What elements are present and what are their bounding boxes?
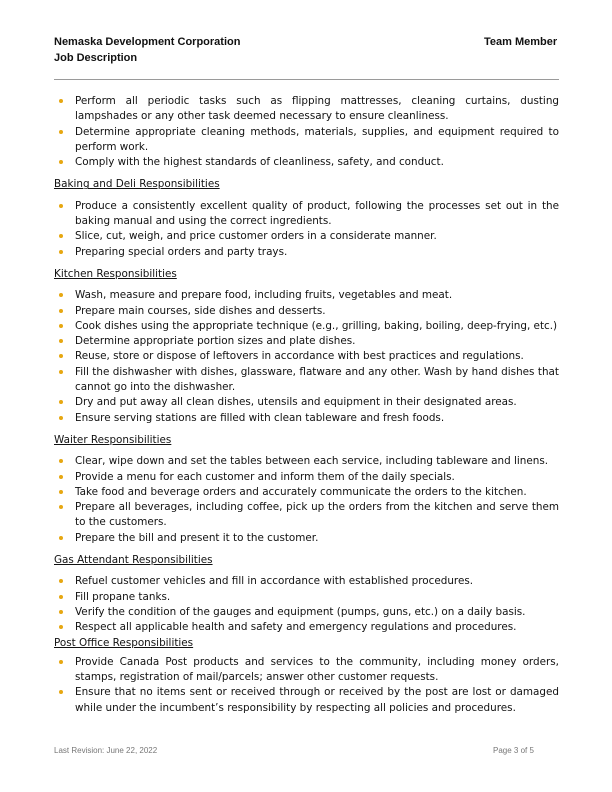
revision-date: Last Revision: June 22, 2022 [54,746,158,755]
list-item: Preparing special orders and party trays. [54,245,559,260]
baking-list [54,199,559,260]
section-heading-post-office: Post Office Responsibilities [54,636,194,649]
intro-list [54,94,559,170]
list-item: Cook dishes using the appropriate technique (e.g., grilling, baking, boiling, deep-frying, etc.) [54,319,559,334]
list-item: Fill the dishwasher with dishes, glassware, flatware and any other. Wash by hand dishes that cannot go into the dishwasher. [54,365,559,396]
section-heading-waiter: Waiter Responsibilities [54,433,172,446]
list-item: Respect all applicable health and safety and emergency regulations and procedures. [54,620,559,635]
list-item: Refuel customer vehicles and fill in accordance with established procedures. [54,574,559,589]
waiter-list [54,454,559,546]
section-heading-baking: Baking and Deli Responsibilities [54,178,220,191]
list-item: Ensure serving stations are filled with clean tableware and fresh foods. [54,411,559,426]
gas-attendant-list [54,574,559,635]
section-heading-kitchen: Kitchen Responsibilities [54,267,177,280]
page-header-left [54,34,240,66]
list-item: Prepare main courses, side dishes and desserts. [54,304,559,319]
list-item: Dry and put away all clean dishes, utensils and equipment in their designated areas. [54,395,559,410]
kitchen-list [54,288,559,426]
list-item: Ensure that no items sent or received through or received by the post are lost or damaged while under the incumbent’s responsibility by respecting all policies and procedures. [54,685,559,716]
company-name: Nemaska Development Corporation [54,36,241,48]
document-type: Job Description [54,52,138,64]
list-item: Prepare all beverages, including coffee, pick up the orders from the kitchen and serve them to the customers. [54,500,559,531]
list-item: Fill propane tanks. [54,590,559,605]
section-heading-gas-attendant: Gas Attendant Responsibilities [54,554,213,567]
document-body [54,94,559,716]
header-divider [54,79,559,80]
list-item: Determine appropriate portion sizes and plate dishes. [54,334,559,349]
list-item: Provide Canada Post products and services to the community, including money orders, stamps, registration of mail/parcels; answer other customer requests. [54,655,559,686]
position-title: Team Member [484,36,558,48]
post-office-list [54,655,559,716]
list-item: Comply with the highest standards of cleanliness, safety, and conduct. [54,155,559,170]
list-item: Take food and beverage orders and accurately communicate the orders to the kitchen. [54,485,559,500]
list-item: Clear, wipe down and set the tables between each service, including tableware and linens. [54,454,559,469]
list-item: Reuse, store or dispose of leftovers in accordance with best practices and regulations. [54,349,559,364]
list-item: Prepare the bill and present it to the customer. [54,531,559,546]
list-item: Produce a consistently excellent quality of product, following the processes set out in the baking manual and using the correct ingredients. [54,199,559,230]
list-item: Determine appropriate cleaning methods, materials, supplies, and equipment required to perform work. [54,125,559,156]
list-item: Slice, cut, weigh, and price customer orders in a considerate manner. [54,229,559,244]
list-item: Verify the condition of the gauges and equipment (pumps, guns, etc.) on a daily basis. [54,605,559,620]
list-item: Perform all periodic tasks such as flipping mattresses, cleaning curtains, dusting lampshades or any other task deemed necessary to ensure cleanliness. [54,94,559,125]
list-item: Provide a menu for each customer and inform them of the daily specials. [54,470,559,485]
page-number: Page 3 of 5 [493,746,534,755]
list-item: Wash, measure and prepare food, including fruits, vegetables and meat. [54,288,559,303]
